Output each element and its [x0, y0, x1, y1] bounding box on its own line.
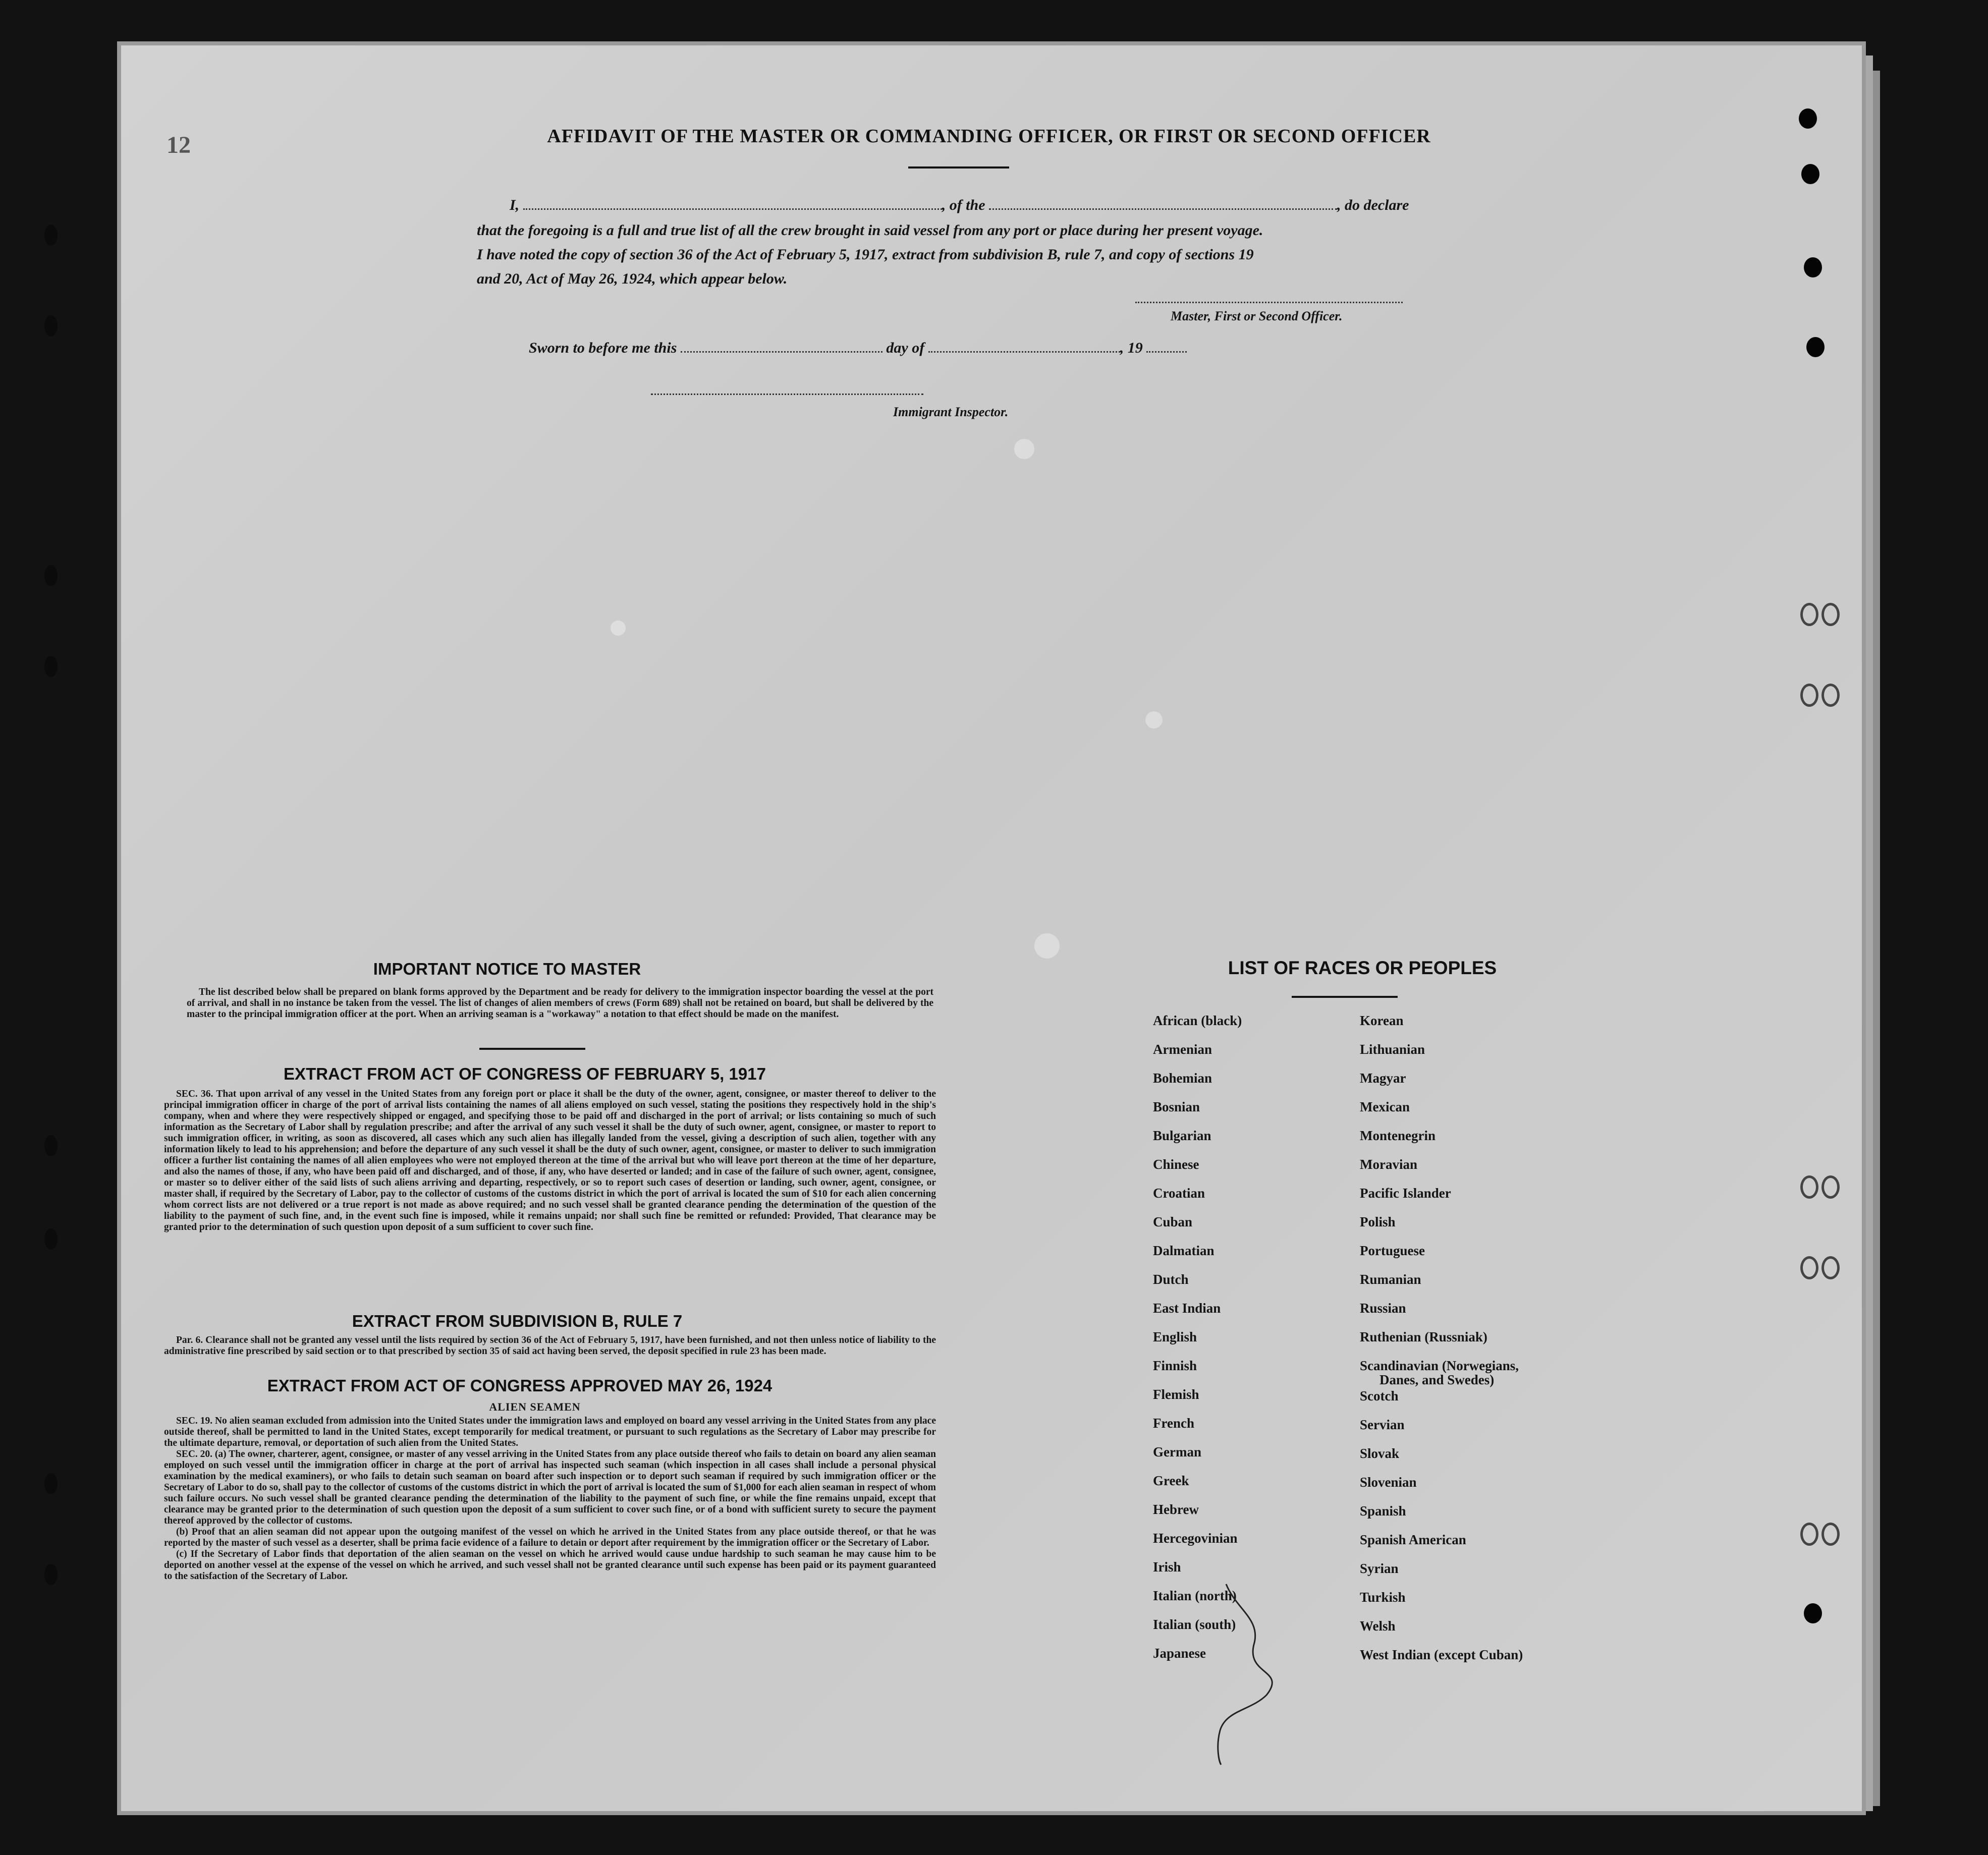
affidavit-line-1 [510, 194, 1569, 216]
inspector-label: Immigrant Inspector. [893, 405, 1009, 419]
ring-hole [1800, 1256, 1818, 1279]
sec-19-paragraph: SEC. 19. No alien seaman excluded from admission into the United States under the immigration laws and employed on board any vessel arriving in the United States from any place outside thereof, shall be permitted to land in the United States, except temporarily for medical treatment, or pursuant to such regulations as the Secretary of Labor may prescribe for the ultimate departure, removal, or deportation of such alien from the United States. [164, 1416, 936, 1448]
extract-rule7-text [164, 1335, 936, 1357]
inspector-signature-line[interactable] [651, 394, 923, 395]
race-item: Servian [1360, 1417, 1405, 1432]
notice-title: IMPORTANT NOTICE TO MASTER [373, 960, 641, 978]
notice-rule [479, 1048, 585, 1050]
race-item: Croatian [1153, 1186, 1205, 1201]
binder-hole [44, 656, 58, 677]
binder-hole [44, 315, 58, 336]
race-item: Bulgarian [1153, 1128, 1211, 1143]
race-item: Scotch [1360, 1388, 1399, 1403]
race-item: Magyar [1360, 1071, 1406, 1086]
race-item: Montenegrin [1360, 1128, 1435, 1143]
race-item: French [1153, 1416, 1194, 1431]
race-item: African (black) [1153, 1013, 1242, 1028]
notice-text [187, 987, 933, 1020]
sec-20a-paragraph: SEC. 20. (a) The owner, charterer, agent, consignee, or master of any vessel arriving in the United States from any place outside thereof who fails to detain on board any alien seaman employed on such vessel until the immigration officer in charge at the port of arrival has inspected such seaman (which inspection in all cases shall include a personal physical examination by the medical examiners), or who fails to detain such seaman on board after such inspection or to deport such seaman if required by such immigration officer or the Secretary of Labor to do so, shall pay to the collector of customs of the customs district in which the port of arrival is located the sum of $1,000 for each alien seaman in respect of whom such failure occurs. No such vessel shall be granted clearance pending the determination of the liability to the payment of such fine, or while the fine remains unpaid, except that clearance may be granted prior to the determination of such question upon the deposit of a sum sufficient to cover such fine, or of a bond with sufficient surety to secure the payment thereof approved by the collector of customs. [164, 1449, 936, 1526]
race-item: East Indian [1153, 1301, 1221, 1316]
ring-hole [1800, 1175, 1818, 1199]
races-title: LIST OF RACES OR PEOPLES [1228, 958, 1497, 978]
notice-paragraph: The list described below shall be prepared on blank forms approved by the Department and be ready for delivery to the immigration inspector boarding the vessel at the port of arrival, and shall in no instance be taken from the vessel. The list of changes of alien members of crews (Form 689) shall not be retained on board, but shall be delivered by the master to the principal immigration officer at the port. When an arriving seaman is a "workaway" a notation to that effect should be made on the manifest. [187, 987, 933, 1020]
race-item: Flemish [1153, 1387, 1199, 1402]
race-item: Chinese [1153, 1157, 1199, 1172]
name-blank[interactable] [523, 208, 942, 210]
affidavit-line-3: I have noted the copy of section 36 of the Act of February 5, 1917, extract from subdivision B, rule 7, and copy of sections 19 [477, 246, 1254, 263]
race-item: Italian (north) [1153, 1588, 1237, 1603]
ring-hole [1800, 603, 1818, 626]
paper-speck [1145, 711, 1163, 728]
binder-hole [44, 1228, 58, 1250]
affidavit-line-2: that the foregoing is a full and true list of all the crew brought in said vessel from any port or place during her present voyage. [477, 222, 1263, 239]
affidavit-line-4: and 20, Act of May 26, 1924, which appear below. [477, 270, 788, 287]
ring-hole [1821, 1256, 1840, 1279]
race-item: Bohemian [1153, 1071, 1212, 1086]
race-item: Greek [1153, 1473, 1189, 1488]
races-rule [1292, 996, 1398, 998]
sec-20c-paragraph: (c) If the Secretary of Labor finds that deportation of the alien seaman on the vessel on which he arrived would cause undue hardship to such seaman he may cause him to be deported on another vessel at the expense of the vessel on which he arrived, and such vessel shall not be granted clearance until such expense has been paid or its payment guaranteed to the satisfaction of the Secretary of Labor. [164, 1549, 936, 1582]
sheet-edge-right-2 [1873, 71, 1880, 1806]
race-item: West Indian (except Cuban) [1360, 1647, 1523, 1662]
master-label: Master, First or Second Officer. [1171, 309, 1343, 323]
punch-hole [1799, 108, 1817, 129]
ring-hole [1821, 603, 1840, 626]
race-item: Polish [1360, 1214, 1396, 1229]
race-item: Spanish American [1360, 1532, 1466, 1547]
race-item: Dutch [1153, 1272, 1189, 1287]
race-item: Welsh [1360, 1618, 1396, 1634]
ring-hole [1821, 684, 1840, 707]
extract-rule7-title: EXTRACT FROM SUBDIVISION B, RULE 7 [352, 1312, 683, 1330]
race-item: Slovak [1360, 1446, 1400, 1461]
vessel-blank[interactable] [989, 208, 1337, 210]
sworn-month-blank[interactable] [928, 351, 1120, 353]
extract-1924-title: EXTRACT FROM ACT OF CONGRESS APPROVED MAY 26, 1924 [267, 1376, 772, 1395]
master-signature-line[interactable] [1135, 302, 1403, 303]
ring-hole [1800, 684, 1818, 707]
sworn-prefix: Sworn to before me this [529, 340, 677, 356]
sworn-year: , 19 [1120, 340, 1143, 356]
race-item: Scandinavian (Norwegians, [1360, 1358, 1519, 1373]
race-item: Russian [1360, 1301, 1406, 1316]
pen-mark [1216, 1579, 1287, 1766]
punch-hole [1804, 1603, 1822, 1623]
sworn-day-label: day of [886, 340, 925, 356]
race-item: Danes, and Swedes) [1379, 1372, 1495, 1387]
race-item: Japanese [1153, 1646, 1206, 1661]
race-item: Bosnian [1153, 1099, 1200, 1114]
race-item: Spanish [1360, 1503, 1406, 1519]
sec-20b-paragraph: (b) Proof that an alien seaman did not appear upon the outgoing manifest of the vessel on which he arrived in the United States from any place outside thereof, or that he was reported by the master of such vessel as a deserter, shall be prima facie evidence of a failure to detain or deport after requirement by the immigration officer or the Secretary of Labor. [164, 1527, 936, 1548]
punch-hole [1801, 164, 1819, 184]
race-item: English [1153, 1329, 1197, 1344]
binder-hole [44, 1473, 58, 1494]
race-item: Moravian [1360, 1157, 1417, 1172]
race-item: Ruthenian (Russniak) [1360, 1329, 1487, 1344]
paper-speck [1034, 933, 1060, 959]
race-item: Italian (south) [1153, 1617, 1236, 1632]
race-item: Portuguese [1360, 1243, 1425, 1258]
sworn-year-blank[interactable] [1146, 351, 1187, 353]
par-6-paragraph: Par. 6. Clearance shall not be granted any vessel until the lists required by section 36 of the Act of February 5, 1917, have been furnished, and not then unless notice of liability to the administrative fine prescribed by said section or to that prescribed by section 35 of said act having been served, the deposit specified in rule 23 has been made. [164, 1335, 936, 1357]
race-item: Dalmatian [1153, 1243, 1214, 1258]
race-item: Rumanian [1360, 1272, 1421, 1287]
race-item: Lithuanian [1360, 1042, 1425, 1057]
race-item: Armenian [1153, 1042, 1212, 1057]
ring-hole [1821, 1523, 1840, 1546]
race-item: Irish [1153, 1559, 1181, 1575]
binder-hole [44, 565, 58, 586]
race-item: Turkish [1360, 1590, 1406, 1605]
race-item: Pacific Islander [1360, 1186, 1451, 1201]
affidavit-of-the: , of the [942, 197, 985, 213]
page-number: 12 [167, 132, 191, 158]
race-item: Slovenian [1360, 1475, 1417, 1490]
binder-hole [44, 1135, 58, 1156]
affidavit-i: I, [510, 197, 520, 213]
alien-seamen-subtitle: ALIEN SEAMEN [489, 1400, 581, 1413]
race-item: Cuban [1153, 1214, 1193, 1229]
binder-hole [44, 1564, 58, 1585]
punch-hole [1804, 257, 1822, 277]
race-item: Korean [1360, 1013, 1404, 1028]
punch-hole [1806, 337, 1825, 357]
affidavit-title: AFFIDAVIT OF THE MASTER OR COMMANDING OFFICER, OR FIRST OR SECOND OFFICER [547, 126, 1431, 147]
title-rule [908, 166, 1009, 168]
race-item: Hercegovinian [1153, 1531, 1238, 1546]
race-item: Hebrew [1153, 1502, 1199, 1517]
sheet-edge-right [1862, 55, 1873, 1811]
extract-1917-text [164, 1089, 936, 1233]
race-item: Syrian [1360, 1561, 1399, 1576]
race-item: Mexican [1360, 1099, 1410, 1114]
extract-1924-text [164, 1416, 936, 1582]
sec-36-paragraph: SEC. 36. That upon arrival of any vessel in the United States from any foreign port or place it shall be the duty of the owner, agent, consignee, or master thereof to deliver to the principal immigration officer in charge of the port of arrival lists containing the names of all aliens employed on such vessel, stating the positions they respectively hold in the ship's company, when and where they were respectively shipped or engaged, and specifying those to be paid off and discharged in the port of arrival; or lists containing so much of such information as the Secretary of Labor shall by regulation prescribe; and after the arrival of any such vessel it shall be the duty of such owner, agent, consignee, or master to report to such immigration officer, in writing, as soon as discovered, all cases which any such alien has illegally landed from the vessel, giving a description of such alien, together with any information likely to lead to his apprehension; and before the departure of any such vessel it shall be the duty of such owner, agent, consignee, or master to deliver to such immigration officer a further list containing the names of all alien employees who were not employed thereon at the time of the arrival but who will leave port thereon at the time of her departure, and also the names of those, if any, who have been paid off and discharged, and of those, if any, who have deserted or landed; and in case of the failure of such owner, agent, consignee, or master so to deliver either of the said lists of such aliens arriving and departing, respectively, or so to report such cases of desertion or landing, such owner, agent, consignee, or master shall, if required by the Secretary of Labor, pay to the collector of customs of the customs district in which the port of arrival is located the sum of $10 for each alien concerning whom correct lists are not delivered or a true report is not made as above required; and no such vessel shall be granted clearance pending the determination of the question of the liability to the payment of such fine, and, in the event such fine is imposed, while it remains unpaid; nor shall such fine be remitted or refunded: Provided, That clearance may be granted prior to the determination of such question upon deposit of a sum sufficient to cover such fine. [164, 1089, 936, 1232]
document-page [121, 45, 1862, 1811]
paper-speck [611, 621, 626, 636]
ring-hole [1821, 1175, 1840, 1199]
extract-1917-title: EXTRACT FROM ACT OF CONGRESS OF FEBRUARY 5, 1917 [284, 1064, 766, 1083]
affidavit-declare: , do declare [1337, 197, 1409, 213]
sworn-day-blank[interactable] [681, 351, 882, 353]
paper-speck [1014, 439, 1034, 459]
binder-hole [44, 224, 58, 246]
sworn-line [529, 337, 1437, 359]
race-item: German [1153, 1444, 1201, 1459]
race-item: Finnish [1153, 1358, 1197, 1373]
ring-hole [1800, 1523, 1818, 1546]
